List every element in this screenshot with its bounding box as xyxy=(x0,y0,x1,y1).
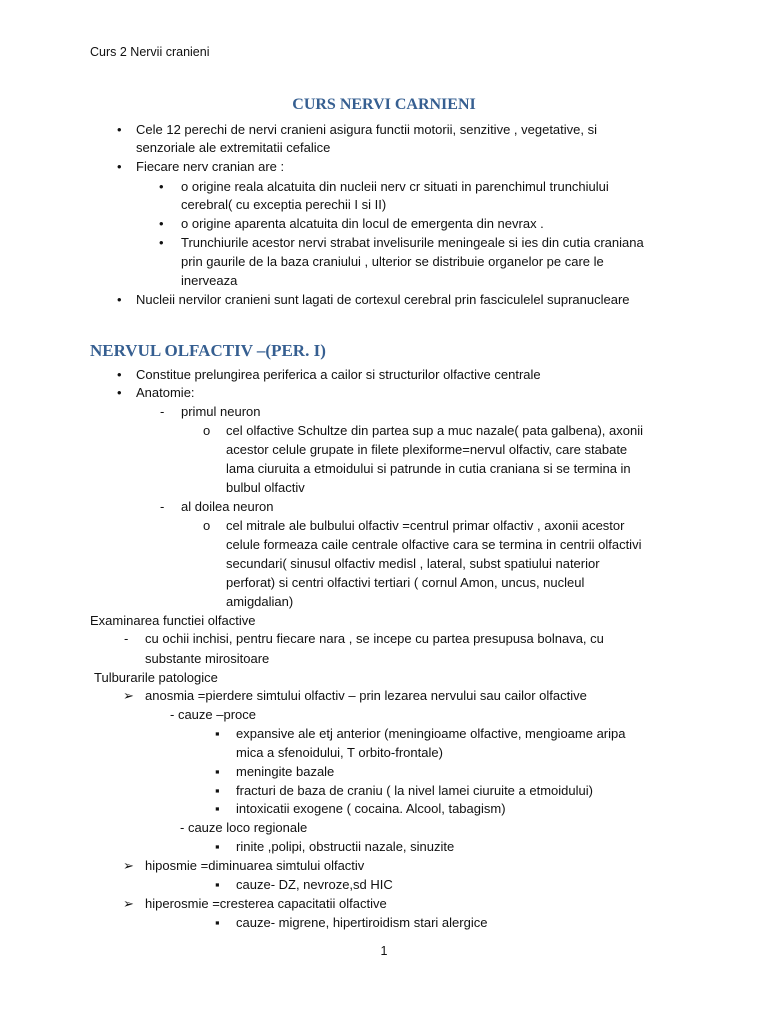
text-line: fracturi de baza de craniu ( la nivel lamei ciuruite a etmoidului) xyxy=(236,783,593,798)
circle-marker: o xyxy=(203,518,211,533)
text-line: Anatomie: xyxy=(136,385,195,400)
text-line: bulbul olfactiv xyxy=(226,480,305,495)
running-header: Curs 2 Nervii cranieni xyxy=(90,45,210,59)
bullet-marker: • xyxy=(117,159,122,174)
text-line: Trunchiurile acestor nervi strabat invelisurile meningeale si ies din cutia craniana xyxy=(181,235,644,250)
text-line: o origine aparenta alcatuita din locul de emergenta din nevrax . xyxy=(181,216,544,231)
text-line: senzoriale ale extremitatii cefalice xyxy=(136,140,331,155)
arrow-marker-icon: ➢ xyxy=(123,858,134,873)
bullet-marker: • xyxy=(117,367,122,382)
text-line: - cauze loco regionale xyxy=(180,820,308,835)
square-marker: ▪ xyxy=(215,783,220,798)
square-marker: ▪ xyxy=(215,877,220,892)
section-heading: NERVUL OLFACTIV –(PER. I) xyxy=(90,341,326,360)
text-line: secundari( sinusul olfactiv medisl , lateral, subst spatiului naterior xyxy=(226,556,600,571)
dash-marker: - xyxy=(160,404,165,419)
text-line: al doilea neuron xyxy=(181,499,274,514)
text-line: Nucleii nervilor cranieni sunt lagati de cortexul cerebral prin fasciculelel supranucleare xyxy=(136,292,630,307)
text-line: celule formeaza caile centrale olfactive cara se termina in centrii olfactivi xyxy=(226,537,642,552)
subsection-title: Tulburarile patologice xyxy=(94,670,218,685)
bullet-marker: • xyxy=(159,179,164,194)
bullet-marker: • xyxy=(117,385,122,400)
text-line: - cauze –proce xyxy=(170,707,256,722)
square-marker: ▪ xyxy=(215,764,220,779)
square-marker: ▪ xyxy=(215,915,220,930)
text-line: intoxicatii exogene ( cocaina. Alcool, tabagism) xyxy=(236,801,506,816)
square-marker: ▪ xyxy=(215,801,220,816)
text-line: lama ciuruita a etmoidului si patrunde in cutia craniana si se termina in xyxy=(226,461,631,476)
text-line: o origine reala alcatuita din nucleii nerv cr situati in parenchimul trunchiului xyxy=(181,179,609,194)
dash-marker: - xyxy=(124,631,129,646)
text-line: hiperosmie =cresterea capacitatii olfactive xyxy=(145,896,387,911)
text-line: prin gaurile de la baza craniului , ulterior se distribuie organelor pe care le xyxy=(181,254,604,269)
text-line: substante mirositoare xyxy=(145,651,270,666)
text-line: expansive ale etj anterior (meningioame olfactive, mengioame aripa xyxy=(236,726,626,741)
text-line: Fiecare nerv cranian are : xyxy=(136,159,285,174)
text-line: cauze- migrene, hipertiroidism stari alergice xyxy=(236,915,488,930)
bullet-marker: • xyxy=(159,216,164,231)
text-line: cu ochii inchisi, pentru fiecare nara , se incepe cu partea presupusa bolnava, cu xyxy=(145,631,604,646)
square-marker: ▪ xyxy=(215,726,220,741)
text-line: Cele 12 perechi de nervi cranieni asigura functii motorii, senzitive , vegetative, si xyxy=(136,122,598,137)
text-line: Constitue prelungirea periferica a cailor si structurilor olfactive centrale xyxy=(136,367,541,382)
text-line: anosmia =pierdere simtului olfactiv – prin lezarea nervului sau cailor olfactive xyxy=(145,688,587,703)
text-line: perforat) si centri olfactivi tertiari ( cornul Amon, uncus, nucleul xyxy=(226,575,585,590)
circle-marker: o xyxy=(203,423,211,438)
text-line: rinite ,polipi, obstructii nazale, sinuzite xyxy=(236,839,455,854)
text-line: cel mitrale ale bulbului olfactiv =centrul primar olfactiv , axonii acestor xyxy=(226,518,625,533)
dash-marker: - xyxy=(160,499,165,514)
page-number: 1 xyxy=(380,944,388,958)
subsection-title: Examinarea functiei olfactive xyxy=(90,613,256,628)
square-marker: ▪ xyxy=(215,839,220,854)
bullet-marker: • xyxy=(117,292,122,307)
text-line: hiposmie =diminuarea simtului olfactiv xyxy=(145,858,365,873)
text-line: mica a sfenoidului, T orbito-frontale) xyxy=(236,745,443,760)
text-line: meningite bazale xyxy=(236,764,335,779)
bullet-marker: • xyxy=(159,235,164,250)
arrow-marker-icon: ➢ xyxy=(123,896,134,911)
bullet-marker: • xyxy=(117,122,122,137)
text-line: cerebral( cu exceptia perechii I si II) xyxy=(181,197,387,212)
text-line: primul neuron xyxy=(181,404,261,419)
text-line: acestor celule grupate in filete plexiforme=nervul olfactiv, care stabate xyxy=(226,442,628,457)
text-line: cel olfactive Schultze din partea sup a muc nazale( pata galbena), axonii xyxy=(226,423,643,438)
text-line: amigdalian) xyxy=(226,594,294,609)
text-line: cauze- DZ, nevroze,sd HIC xyxy=(236,877,393,892)
page-title: CURS NERVI CARNIENI xyxy=(292,96,476,113)
arrow-marker-icon: ➢ xyxy=(123,688,134,703)
text-line: inerveaza xyxy=(181,273,238,288)
